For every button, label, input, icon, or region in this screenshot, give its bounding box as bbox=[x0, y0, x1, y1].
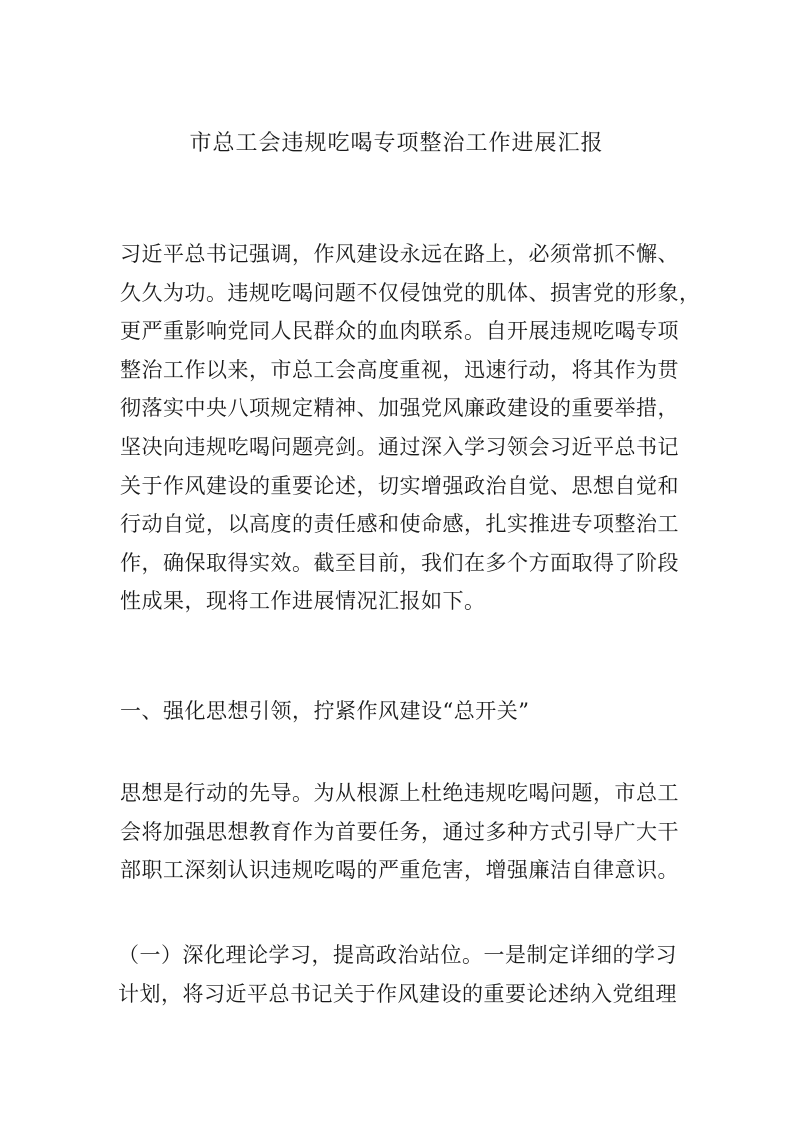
section-line: 会将加强思想教育作为首要任务，通过多种方式引导广大干 bbox=[120, 819, 679, 844]
intro-paragraph bbox=[120, 235, 701, 621]
subsection-line: 计划，将习近平总书记关于作风建设的重要论述纳入党组理 bbox=[118, 981, 677, 1006]
section-line: 部职工深刻认识违规吃喝的严重危害，增强廉洁自律意识。 bbox=[120, 858, 679, 883]
section-paragraph bbox=[120, 774, 679, 890]
intro-line: 作，确保取得实效。截至目前，我们在多个方面取得了阶段 bbox=[120, 550, 679, 575]
subsection-line: （一）深化理论学习，提高政治站位。一是制定详细的学习 bbox=[118, 943, 677, 967]
intro-line: 坚决向违规吃喝问题亮剑。通过深入学习领会习近平总书记 bbox=[120, 434, 679, 459]
intro-line: 性成果，现将工作进展情况汇报如下。 bbox=[120, 589, 486, 614]
intro-line: 整治工作以来，市总工会高度重视，迅速行动，将其作为贯 bbox=[120, 357, 679, 382]
intro-line: 彻落实中央八项规定精神、加强党风廉政建设的重要举措， bbox=[120, 396, 679, 421]
intro-line: 更严重影响党同人民群众的血肉联系。自开展违规吃喝专项 bbox=[120, 319, 679, 344]
document-title: 市总工会违规吃喝专项整治工作进展汇报 bbox=[189, 131, 604, 156]
subsection-paragraph bbox=[118, 936, 678, 1013]
section-heading: 一、强化思想引领，拧紧作风建设“总开关” bbox=[120, 699, 530, 723]
intro-line: 习近平总书记强调，作风建设永远在路上，必须常抓不懈、 bbox=[120, 242, 679, 266]
section-line: 思想是行动的先导。为从根源上杜绝违规吃喝问题，市总工 bbox=[120, 781, 679, 805]
intro-line: 行动自觉，以高度的责任感和使命感，扎实推进专项整治工 bbox=[120, 512, 679, 537]
intro-line: 久久为功。违规吃喝问题不仅侵蚀党的肌体、损害党的形象， bbox=[120, 280, 701, 305]
intro-line: 关于作风建设的重要论述，切实增强政治自觉、思想自觉和 bbox=[120, 473, 679, 498]
